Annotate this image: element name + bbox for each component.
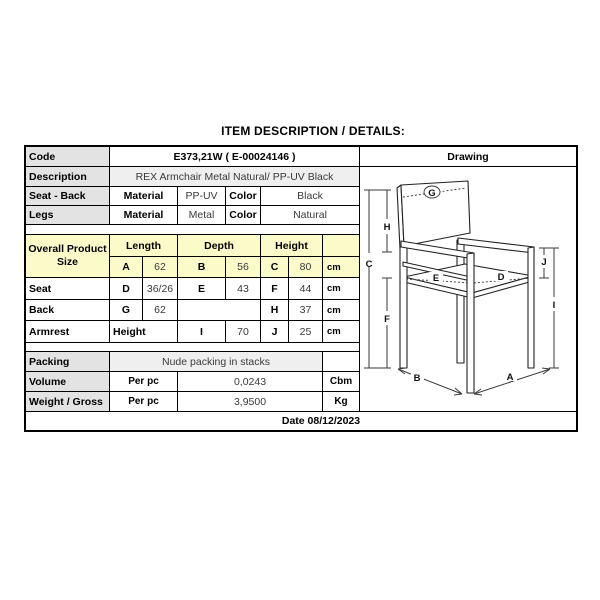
seat-row-label-cell: Seat — [26, 278, 110, 300]
chair-front-right-leg — [528, 247, 534, 368]
back-g-key-cell: G — [110, 300, 143, 321]
overall-b-key-cell: B — [178, 257, 226, 278]
seat-f-value-cell: 44 — [289, 278, 323, 300]
volume-label-cell: Volume — [26, 372, 110, 392]
weight-per-cell: Per pc — [110, 392, 178, 412]
overall-a-key-cell: A — [110, 257, 143, 278]
dim-label-e: E — [432, 273, 440, 284]
armrest-unit-cell: cm — [323, 321, 360, 343]
overall-c-value-cell: 80 — [289, 257, 323, 278]
overall-c-key-cell: C — [261, 257, 289, 278]
drawing-area — [360, 167, 576, 412]
description-label-cell: Description — [26, 167, 110, 187]
packing-empty-unit-cell — [323, 352, 360, 372]
seat-e-key-cell: E — [178, 278, 226, 300]
chair-front-left-leg — [467, 253, 474, 393]
legs-material-cell: Metal — [178, 206, 226, 225]
size-length-header-cell: Length — [110, 235, 178, 257]
armrest-j-key-cell: J — [261, 321, 289, 343]
overall-b-value-cell: 56 — [226, 257, 261, 278]
seat-back-color-cell: Black — [261, 187, 360, 206]
armchair-drawing — [360, 167, 576, 411]
packing-label-cell: Packing — [26, 352, 110, 372]
seat-unit-cell: cm — [323, 278, 360, 300]
dim-label-f: F — [384, 314, 390, 325]
code-value-cell: E373,21W ( E-00024146 ) — [110, 147, 360, 167]
overall-unit-cell: cm — [323, 257, 360, 278]
legs-material-label-cell: Material — [110, 206, 178, 225]
legs-color-label-cell: Color — [226, 206, 261, 225]
armrest-j-value-cell: 25 — [289, 321, 323, 343]
legs-label-cell: Legs — [26, 206, 110, 225]
dim-label-i: I — [552, 300, 556, 311]
seat-f-key-cell: F — [261, 278, 289, 300]
description-value-cell: REX Armchair Metal Natural/ PP-UV Black — [110, 167, 360, 187]
weight-value-cell: 3,9500 — [178, 392, 323, 412]
dim-label-j: J — [541, 257, 547, 268]
seat-back-label-cell: Seat - Back — [26, 187, 110, 206]
size-title-cell: Overall Product Size — [26, 235, 110, 278]
size-depth-header-cell: Depth — [178, 235, 261, 257]
armrest-height-label-cell: Height — [110, 321, 178, 343]
back-h-value-cell: 37 — [289, 300, 323, 321]
armrest-i-key-cell: I — [178, 321, 226, 343]
back-empty-cell — [178, 300, 261, 321]
spec-table — [24, 145, 578, 432]
armrest-row-label-cell: Armrest — [26, 321, 110, 343]
back-unit-cell: cm — [323, 300, 360, 321]
seat-d-value-cell: 36/26 — [143, 278, 178, 300]
back-row-label-cell: Back — [26, 300, 110, 321]
dim-label-b: B — [413, 373, 421, 384]
volume-unit-cell: Cbm — [323, 372, 360, 392]
page-title: ITEM DESCRIPTION / DETAILS: — [221, 124, 405, 138]
volume-value-cell: 0,0243 — [178, 372, 323, 392]
weight-label-cell: Weight / Gross — [26, 392, 110, 412]
seat-back-color-label-cell: Color — [226, 187, 261, 206]
drawing-header-cell: Drawing — [360, 147, 576, 167]
date-cell: Date 08/12/2023 — [281, 415, 361, 427]
seat-e-value-cell: 43 — [226, 278, 261, 300]
weight-unit-cell: Kg — [323, 392, 360, 412]
spacer-row — [26, 225, 360, 235]
dim-line-h — [382, 190, 392, 252]
armrest-i-value-cell: 70 — [226, 321, 261, 343]
size-unit-empty-cell — [323, 235, 360, 257]
code-label-cell: Code — [26, 147, 110, 167]
spacer-row — [26, 343, 360, 352]
dim-label-c: C — [365, 259, 373, 270]
dim-label-a: A — [506, 372, 514, 383]
back-g-value-cell: 62 — [143, 300, 178, 321]
overall-a-value-cell: 62 — [143, 257, 178, 278]
packing-method-cell: Nude packing in stacks — [110, 352, 323, 372]
volume-per-cell: Per pc — [110, 372, 178, 392]
dim-label-d: D — [497, 272, 505, 283]
legs-color-cell: Natural — [261, 206, 360, 225]
seat-d-key-cell: D — [110, 278, 143, 300]
dim-label-g: G — [428, 188, 436, 199]
back-h-key-cell: H — [261, 300, 289, 321]
seat-back-material-label-cell: Material — [110, 187, 178, 206]
size-height-header-cell: Height — [261, 235, 323, 257]
seat-back-material-cell: PP-UV — [178, 187, 226, 206]
dim-label-h: H — [383, 222, 391, 233]
dim-line-b — [398, 368, 462, 395]
chair-right-armrest — [458, 238, 534, 253]
